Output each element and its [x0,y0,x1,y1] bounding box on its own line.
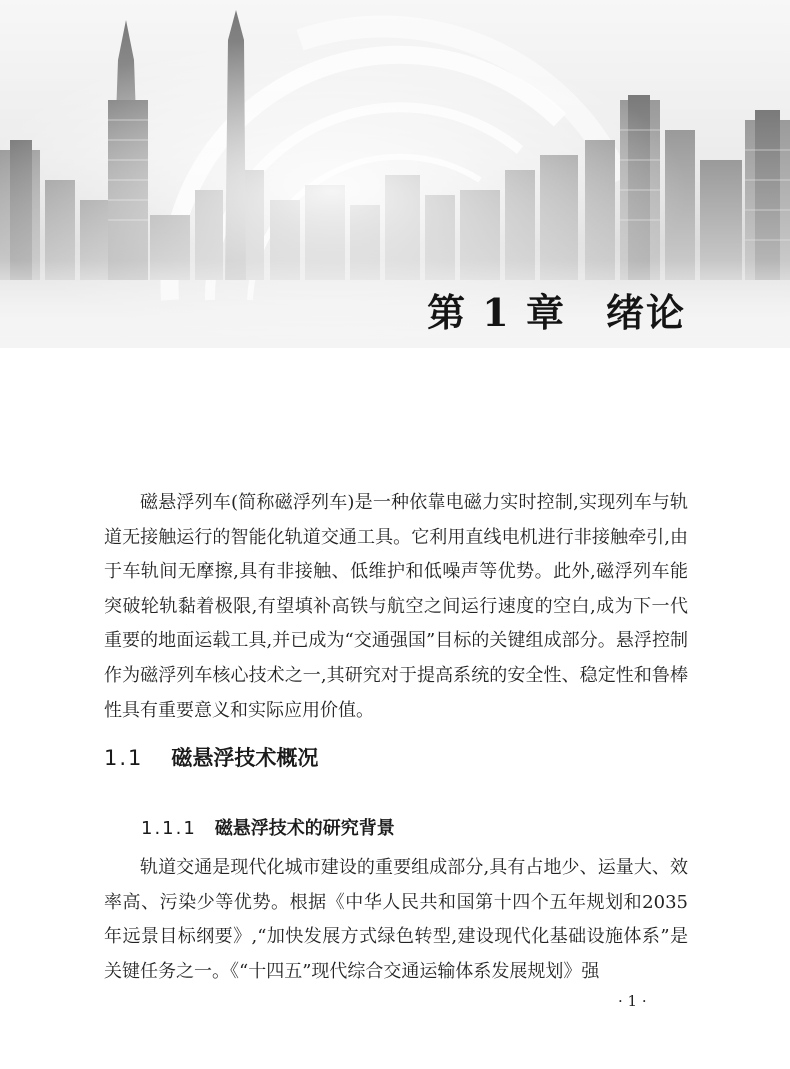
chapter-heading [427,282,686,337]
subsection-heading [141,814,395,840]
page-number: · 1 · [618,992,647,1010]
chapter-banner-image [0,0,790,348]
chapter-title-text: 绪论 [605,290,686,335]
subsection-title: 磁悬浮技术的研究背景 [214,818,395,839]
subsection-number: 1.1.1 [141,818,197,839]
intro-paragraph: 磁悬浮列车(简称磁浮列车)是一种依靠电磁力实时控制,实现列车与轨道无接触运行的智能化轨道交通工具。它利用直线电机进行非接触牵引,由于车轨间无摩擦,具有非接触、低维护和低噪声等优势。此外,磁浮列车能突破轮轨黏着极限,有望填补高铁与航空之间运行速度的空白,成为下一代重要的地面运载工具,并已成为“交通强国”目标的关键组成部分。悬浮控制作为磁浮列车核心技术之一,其研究对于提高系统的安全性、稳定性和鲁棒性具有重要意义和实际应用价值。 [104,492,688,721]
section-title: 磁悬浮技术概况 [171,746,319,770]
chapter-label: 第 1 章 [427,290,566,335]
section-heading [104,742,318,772]
section-number: 1.1 [104,746,144,770]
background-paragraph: 轨道交通是现代化城市建设的重要组成部分,具有占地少、运量大、效率高、污染少等优势。根据《中华人民共和国第十四个五年规划和2035年远景目标纲要》,“加快发展方式绿色转型,建设现代化基础设施体系”是关键任务之一。《“十四五”现代综合交通运输体系发展规划》强 [104,857,688,982]
